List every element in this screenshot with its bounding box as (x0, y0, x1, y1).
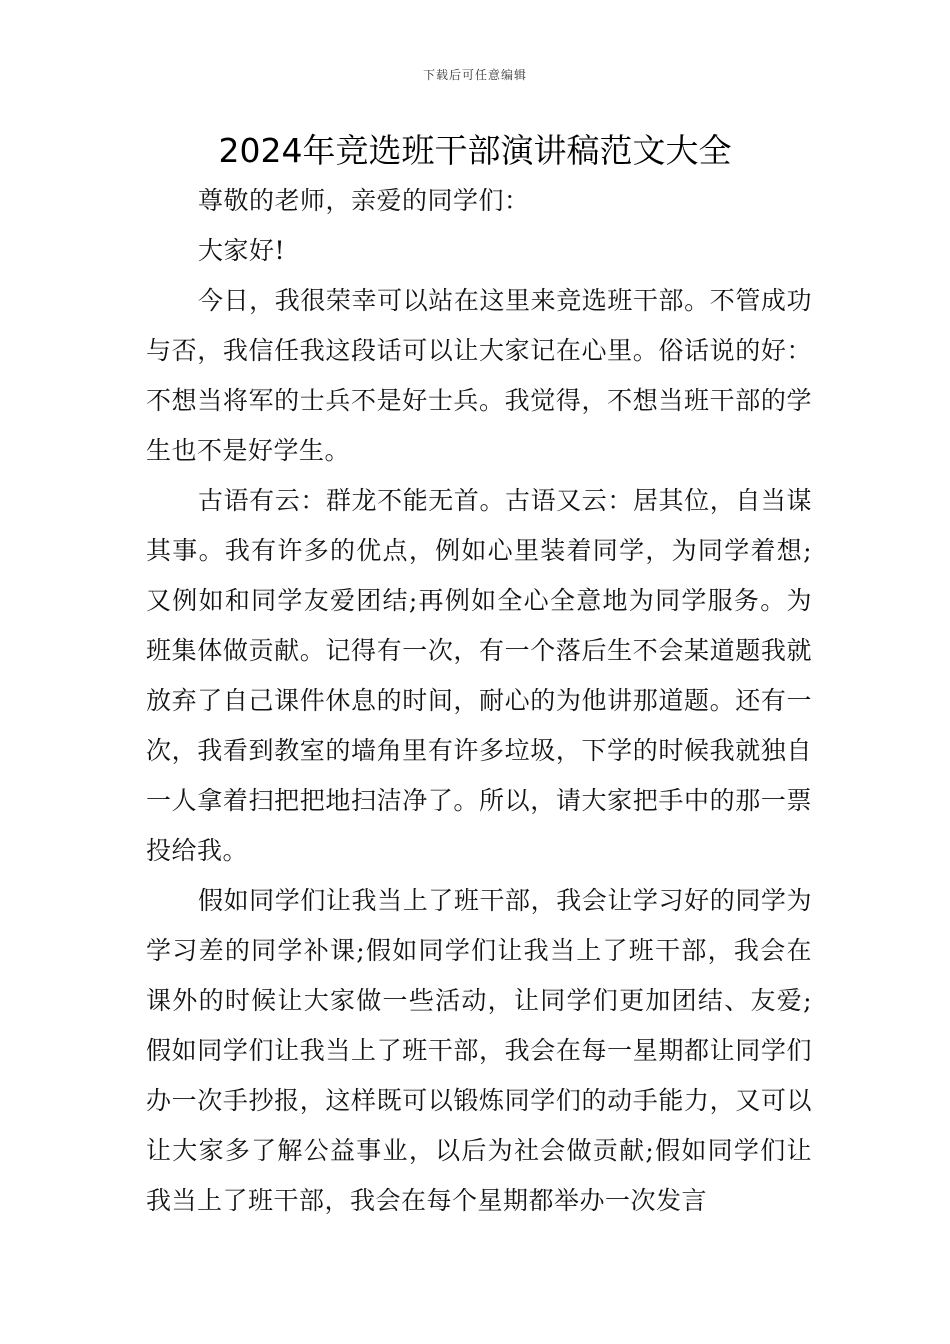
paragraph-greeting: 尊敬的老师，亲爱的同学们： (198, 186, 530, 215)
paragraph-intro: 今日，我很荣幸可以站在这里来竞选班干部。不管成功与否，我信任我这段话可以让大家记在心里。俗话说的好：不想当将军的士兵不是好士兵。我觉得，不想当班干部的学生也不是好学生。 (146, 286, 812, 465)
paragraph-plans: 假如同学们让我当上了班干部，我会让学习好的同学为学习差的同学补课;假如同学们让我当上了班干部，我会在课外的时候让大家做一些活动，让同学们更加团结、友爱;假如同学们让我当上了班干部，我会在每一星期都让同学们办一次手抄报，这样既可以锻炼同学们的动手能力，又可以让大家多了解公益事业，以后为社会做贡献;假如同学们让我当上了班干部，我会在每个星期都举办一次发言 (146, 886, 812, 1215)
paragraph-hello: 大家好! (198, 236, 286, 265)
document-body (146, 176, 812, 1226)
header-note: 下载后可任意编辑 (422, 68, 527, 82)
document-title: 2024年竞选班干部演讲稿范文大全 (218, 131, 732, 170)
paragraph-qualities: 古语有云：群龙不能无首。古语又云：居其位，自当谋其事。我有许多的优点，例如心里装着同学，为同学着想;又例如和同学友爱团结;再例如全心全意地为同学服务。为班集体做贡献。记得有一次，有一个落后生不会某道题我就放弃了自己课件休息的时间，耐心的为他讲那道题。还有一次，我看到教室的墙角里有许多垃圾，下学的时候我就独自一人拿着扫把把地扫洁净了。所以，请大家把手中的那一票投给我。 (146, 486, 812, 865)
